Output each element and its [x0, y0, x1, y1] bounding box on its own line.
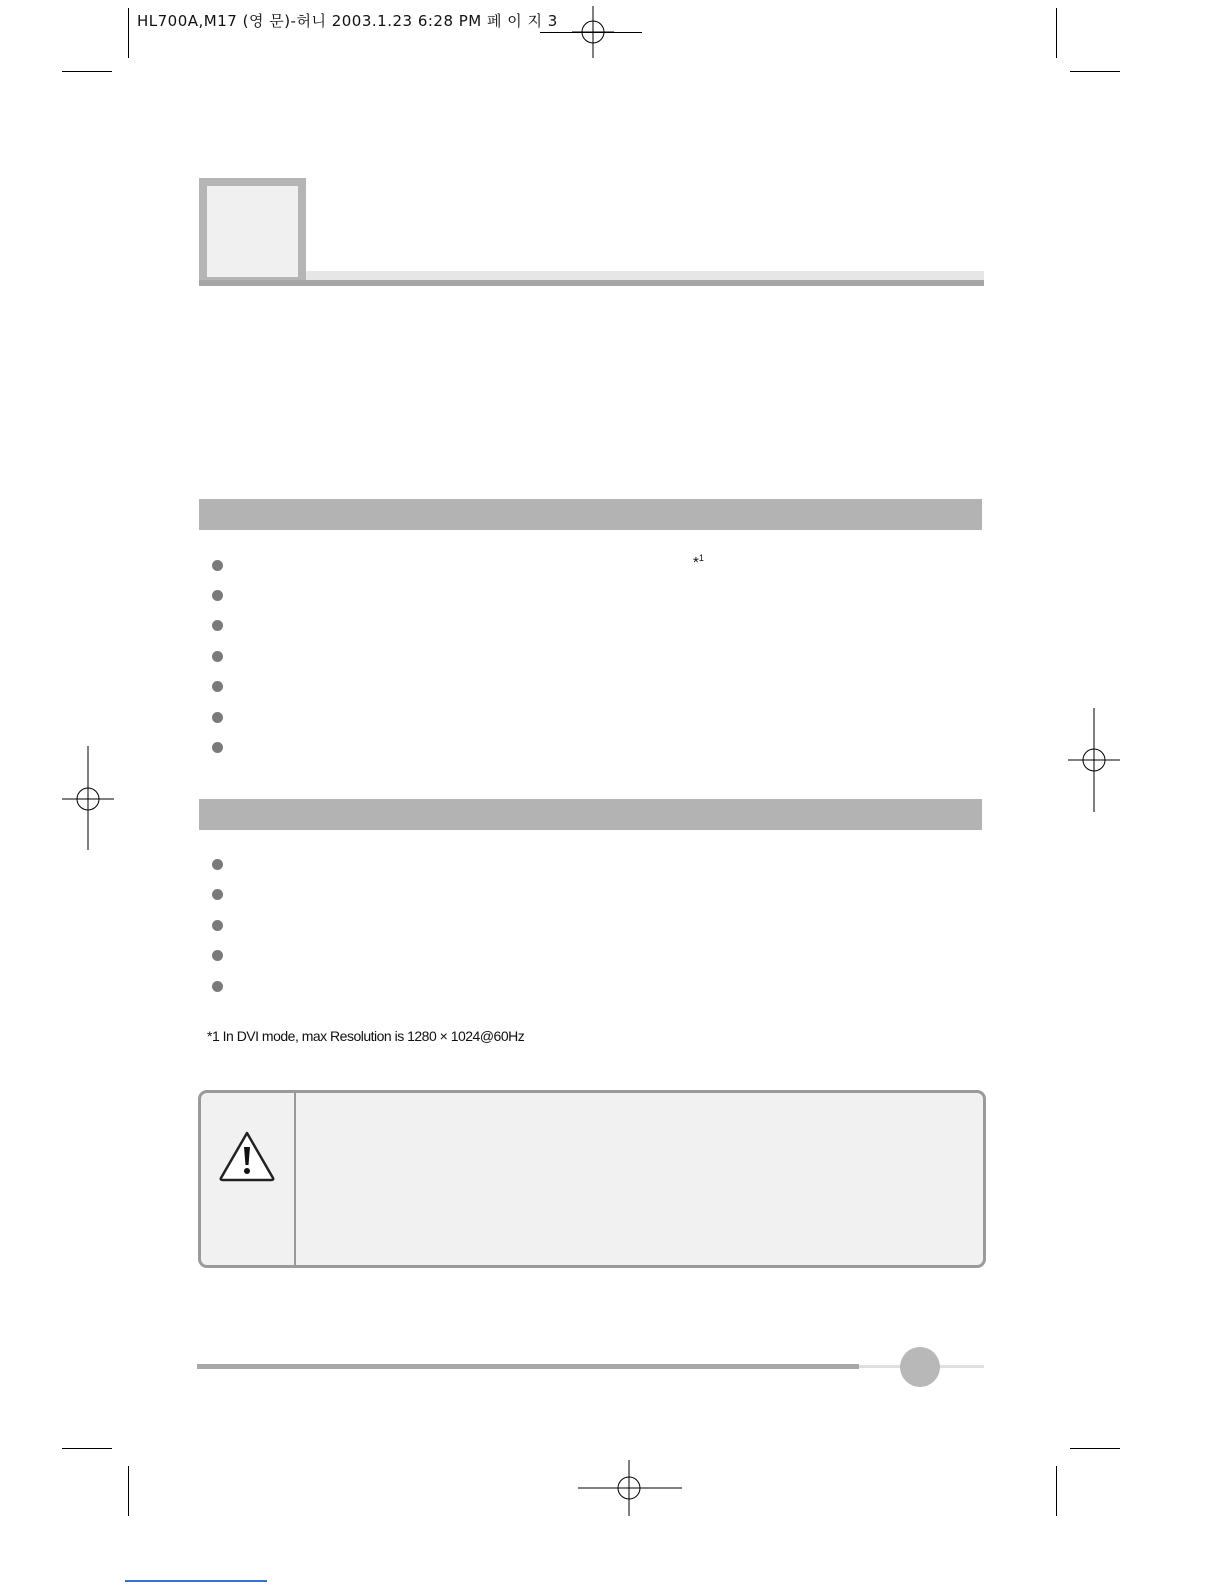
print-header-slug: HL700A,M17 (영 문)-허니 2003.1.23 6:28 PM 페 이 지 3 — [137, 12, 558, 30]
crop-mark-top-left-v — [128, 8, 129, 58]
list-bullet — [212, 712, 223, 723]
list-bullet — [212, 560, 223, 571]
list-bullet — [212, 590, 223, 601]
chapter-title-box-inner — [207, 186, 298, 277]
section-header-bar-2 — [199, 799, 982, 830]
registration-mark-top — [568, 6, 618, 58]
crop-mark-top-left-h — [62, 71, 112, 72]
warning-triangle-icon — [218, 1130, 276, 1182]
caution-divider — [294, 1093, 296, 1265]
chapter-title-rule-dark — [199, 280, 984, 286]
registration-mark-right — [1066, 708, 1122, 812]
page-number-circle — [900, 1347, 940, 1387]
list-bullet — [212, 920, 223, 931]
list-bullet — [212, 950, 223, 961]
bottom-edge-tab — [125, 1580, 267, 1585]
registration-mark-bottom — [578, 1460, 682, 1516]
footer-rule-dark — [197, 1364, 859, 1369]
footnote-text: *1 In DVI mode, max Resolution is 1280 × 1024@60Hz — [207, 1028, 525, 1044]
list-bullet — [212, 981, 223, 992]
section-header-bar-1 — [199, 499, 982, 530]
crop-mark-bottom-left-v — [128, 1466, 129, 1516]
list-bullet — [212, 651, 223, 662]
crop-mark-bottom-right-h — [1070, 1448, 1120, 1449]
crop-mark-bottom-left-h — [62, 1448, 112, 1449]
footnote-reference: *$^1$ — [693, 553, 704, 571]
crop-mark-bottom-right-v — [1056, 1466, 1057, 1516]
chapter-title-box — [199, 178, 306, 285]
list-bullet — [212, 889, 223, 900]
crop-mark-top-right-h — [1070, 71, 1120, 72]
list-bullet — [212, 681, 223, 692]
list-bullet — [212, 859, 223, 870]
list-bullet — [212, 742, 223, 753]
crop-mark-top-right-v — [1056, 8, 1057, 58]
registration-mark-left — [60, 746, 116, 850]
list-bullet — [212, 620, 223, 631]
caution-box — [198, 1090, 986, 1268]
chapter-title-rule-light — [306, 271, 984, 280]
